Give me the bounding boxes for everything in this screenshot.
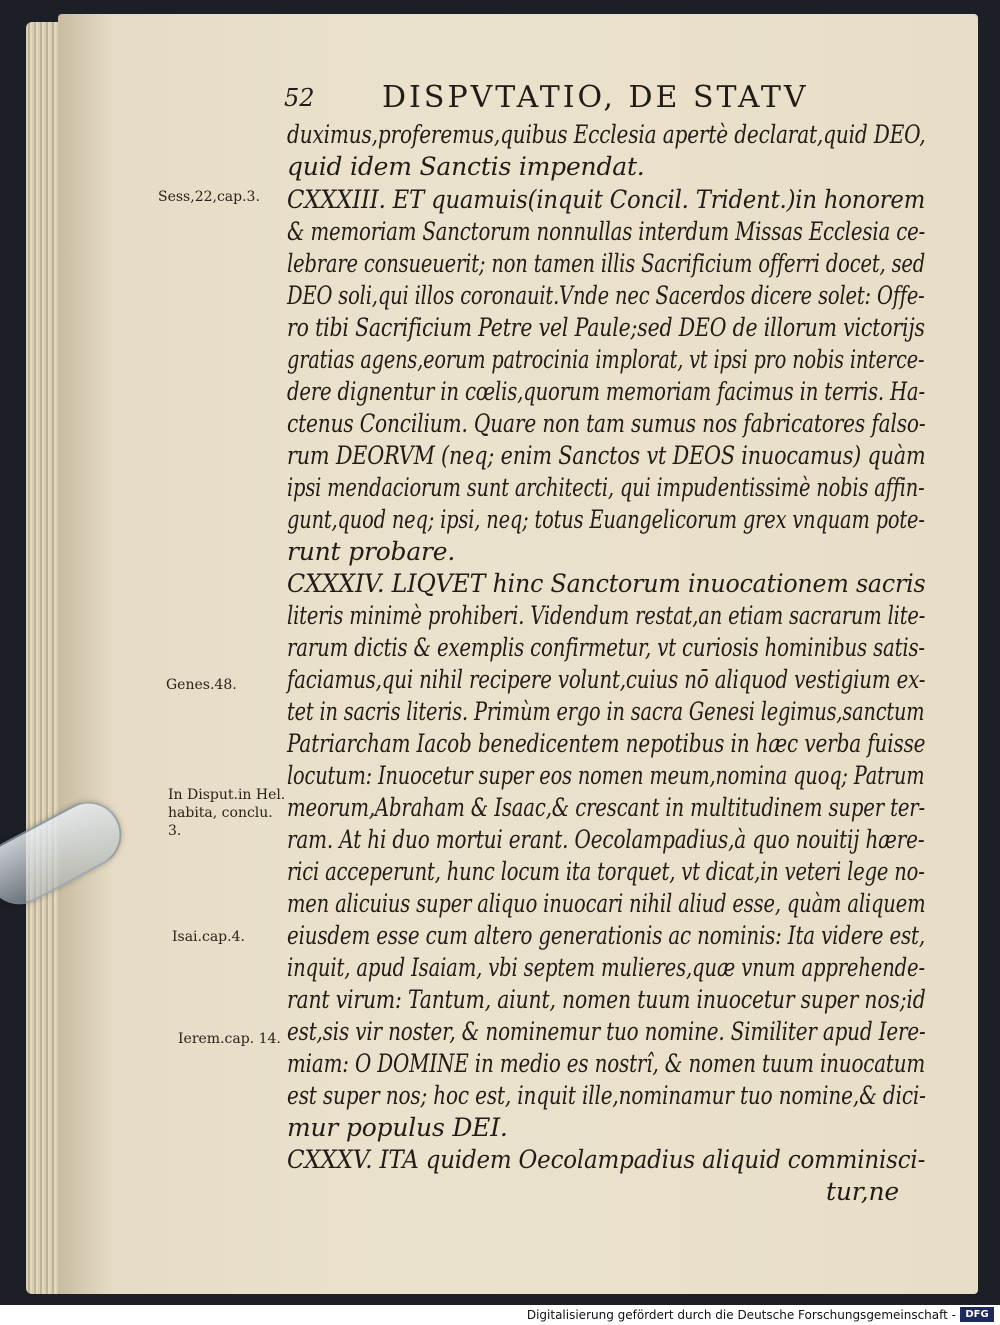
text-line: & memoriam Sanctorum nonnullas interdum Missas Ecclesia ce- [287,217,926,246]
funding-credit: Digitalisierung gefördert durch die Deutsche Forschungsgemeinschaft - [526,1308,956,1322]
text-line: tur,ne [826,1177,899,1206]
text-line: mur populus DEI. [287,1113,508,1142]
text-line: faciamus,qui nihil recipere volunt,cuius nō aliquod vestigium ex- [287,665,926,694]
text-line: meorum,Abraham & Isaac,& crescant in multitudinem super ter- [287,793,926,822]
text-line: men alicuius super aliquo inuocari nihil aliud esse, quàm aliquem [287,889,926,918]
text-line: miam: O DOMINE in medio es nostrî, & nomen tuum inuocatum [287,1049,926,1078]
text-line: CXXXIV. LIQVET hinc Sanctorum inuocationem sacris [287,569,926,598]
text-line: eiusdem esse cum altero generationis ac nominis: Ita videre est, [287,921,926,950]
text-line: duximus,proferemus,quibus Ecclesia apertè declarat,quid DEO, [287,120,926,149]
text-line: tet in sacris literis. Primùm ergo in sacra Genesi legimus,sanctum [287,697,925,726]
footer-bar [0,1305,1000,1325]
text-line: inquit, apud Isaiam, vbi septem mulieres,quæ vnum apprehende- [287,953,925,982]
text-line: ram. At hi duo mortui erant. Oecolampadius,à quo nouitij hære- [287,825,925,854]
text-line: locutum: Inuocetur super eos nomen meum,nomina quoq; Patrum [287,761,925,790]
text-line: runt probare. [287,537,456,566]
text-line: gratias agens,eorum patrocinia implorat, vt ipsi pro nobis interce- [287,345,925,374]
margin-note: Genes.48. [166,677,237,693]
page-number: 52 [284,84,315,112]
margin-note: Isai.cap.4. [172,929,245,945]
text-line: CXXXIII. ET quamuis(inquit Concil. Trident.)in honorem [287,185,926,214]
text-line: gunt,quod neq; ipsi, neq; totus Euangelicorum grex vnquam pote- [287,505,925,534]
margin-note: In Disput.in Hel. habita, conclu. 3. [168,787,286,839]
text-line: rant virum: Tantum, aiunt, nomen tuum inuocetur super nos;id [287,985,926,1014]
text-line: ctenus Concilium. Quare non tam sumus nos fabricatores falso- [287,409,926,438]
dfg-logo: DFG [960,1307,994,1322]
running-title: DISPVTATIO, DE STATV [382,80,809,115]
text-line: est super nos; hoc est, inquit ille,nominamur tuo nomine,& dici- [287,1081,926,1110]
text-line: rarum dictis & exemplis confirmetur, vt curiosis hominibus satis- [287,633,925,662]
text-line: DEO soli,qui illos coronauit.Vnde nec Sacerdos dicere solet: Offe- [287,281,925,310]
text-line: literis minimè prohiberi. Videndum restat,an etiam sacrarum lite- [287,601,926,630]
text-line: dere dignentur in cœlis,quorum memoriam facimus in terris. Ha- [287,377,925,406]
margin-note: Sess,22,cap.3. [158,189,260,205]
text-line: lebrare consueuerit; non tamen illis Sacrificium offerri docet, sed [287,249,926,278]
margin-note: Ierem.cap. 14. [178,1031,281,1047]
text-line: ipsi mendaciorum sunt architecti, qui impudentissimè nobis affin- [287,473,925,502]
text-line: CXXXV. ITA quidem Oecolampadius aliquid comminisci- [287,1145,926,1174]
text-line: est,sis vir noster, & nominemur tuo nomine. Similiter apud Iere- [287,1017,926,1046]
text-line: Patriarcham Iacob benedicentem nepotibus in hæc verba fuisse [287,729,926,758]
text-line: quid idem Sanctis impendat. [287,152,645,181]
text-line: rum DEORVM (neq; enim Sanctos vt DEOS inuocamus) quàm [287,441,926,470]
text-line: ro tibi Sacrificium Petre vel Paule;sed DEO de illorum victorijs [287,313,925,342]
text-line: rici acceperunt, hunc locum ita torquet, vt dicat,in veteri lege no- [287,857,925,886]
